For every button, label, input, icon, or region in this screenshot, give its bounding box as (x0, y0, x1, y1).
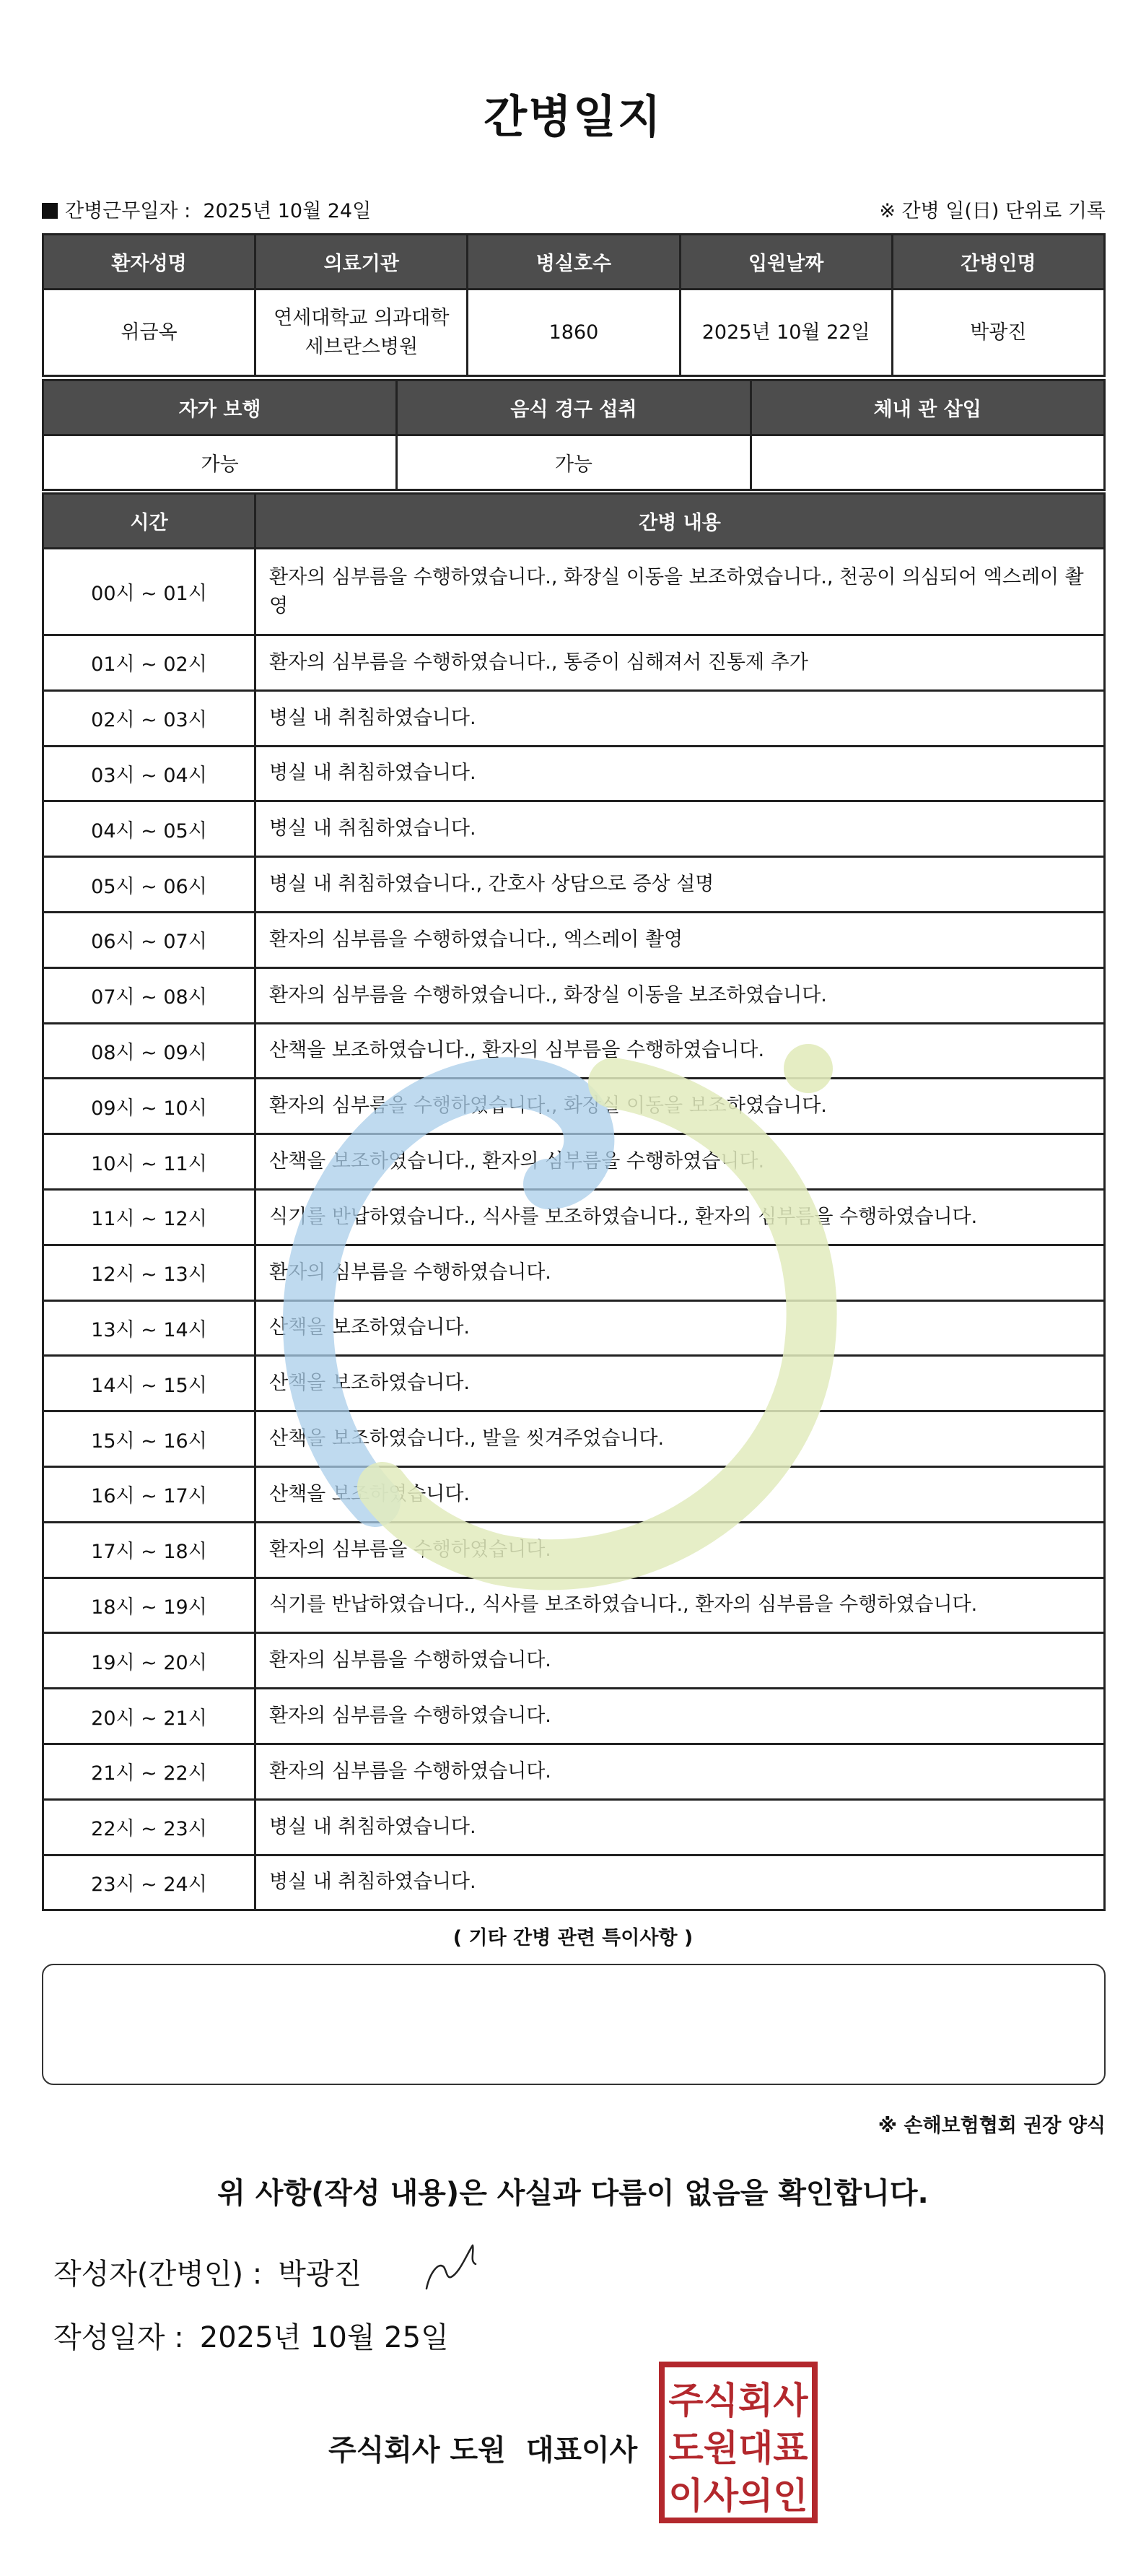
table-row (43, 967, 1105, 1023)
log-time: 01시 ~ 02시 (43, 635, 255, 691)
table-row (43, 1134, 1105, 1190)
self-walking-value: 가능 (43, 435, 397, 490)
log-content: 환자의 심부름을 수행하였습니다. (255, 1522, 1105, 1578)
table-row (43, 1855, 1105, 1910)
oral-intake-value: 가능 (397, 435, 751, 490)
log-content: 병실 내 취침하였습니다. (255, 746, 1105, 801)
log-content: 병실 내 취침하였습니다. (255, 801, 1105, 857)
log-time: 04시 ~ 05시 (43, 801, 255, 857)
log-content: 산책을 보조하였습니다. (255, 1466, 1105, 1522)
header-patient-name: 환자성명 (43, 235, 255, 290)
log-content: 환자의 심부름을 수행하였습니다. (255, 1633, 1105, 1689)
table-row (43, 857, 1105, 913)
log-content: 병실 내 취침하였습니다., 간호사 상담으로 증상 설명 (255, 857, 1105, 913)
table-row (43, 1300, 1105, 1356)
company-name: 주식회사 도원 (328, 2434, 506, 2467)
seal-line-1: 주식회사 (668, 2380, 808, 2421)
log-time: 03시 ~ 04시 (43, 746, 255, 801)
log-time: 23시 ~ 24시 (43, 1855, 255, 1910)
log-time: 12시 ~ 13시 (43, 1245, 255, 1300)
log-time: 09시 ~ 10시 (43, 1079, 255, 1134)
log-time: 10시 ~ 11시 (43, 1134, 255, 1190)
table-row (43, 1799, 1105, 1855)
log-time: 17시 ~ 18시 (43, 1522, 255, 1578)
table-row (43, 1522, 1105, 1578)
log-time: 00시 ~ 01시 (43, 549, 255, 635)
header-hospital: 의료기관 (255, 235, 468, 290)
confirm-statement: 위 사항(작성 내용)은 사실과 다름이 없음을 확인합니다. (217, 2177, 929, 2210)
log-time: 13시 ~ 14시 (43, 1300, 255, 1356)
table-row (43, 690, 1105, 746)
signature-icon (422, 2237, 494, 2294)
writer-line (53, 2251, 362, 2292)
log-content: 산책을 보조하였습니다., 환자의 심부름을 수행하였습니다. (255, 1023, 1105, 1079)
header-self-walking: 자가 보행 (43, 380, 397, 435)
log-content: 환자의 심부름을 수행하였습니다., 화장실 이동을 보조하였습니다., 천공이 의심되어 엑스레이 촬영 (255, 549, 1105, 635)
log-time: 05시 ~ 06시 (43, 857, 255, 913)
table-row (43, 1578, 1105, 1633)
company-seal-icon (658, 2361, 818, 2524)
room-number: 1860 (468, 290, 680, 376)
hospital-name: 연세대학교 의과대학 세브란스병원 (255, 290, 468, 376)
table-row (43, 746, 1105, 801)
company-title: 대표이사 (525, 2434, 638, 2467)
table-row (43, 1079, 1105, 1134)
table-row (43, 1689, 1105, 1744)
company-signature-line (328, 2427, 637, 2468)
patient-info-table (42, 233, 1106, 377)
table-row (43, 549, 1105, 635)
log-time: 14시 ~ 15시 (43, 1356, 255, 1411)
patient-status-table (42, 379, 1106, 491)
log-content: 산책을 보조하였습니다. (255, 1300, 1105, 1356)
table-row (43, 635, 1105, 691)
log-content: 병실 내 취침하였습니다. (255, 690, 1105, 746)
writer-value: 박광진 (278, 2258, 362, 2291)
log-content: 환자의 심부름을 수행하였습니다. (255, 1245, 1105, 1300)
recommend-note: ※ 손해보험협회 권장 양식 (878, 2115, 1106, 2137)
header-care-content: 간병 내용 (255, 494, 1105, 549)
log-time: 16시 ~ 17시 (43, 1466, 255, 1522)
page-title: 간병일지 (484, 90, 662, 143)
log-content: 산책을 보조하였습니다. (255, 1356, 1105, 1411)
table-row (43, 1356, 1105, 1411)
header-admit-date: 입원날짜 (680, 235, 892, 290)
written-date-line (53, 2315, 449, 2356)
table-row (43, 1411, 1105, 1467)
log-content: 식기를 반납하였습니다., 식사를 보조하였습니다., 환자의 심부름을 수행하였습니다. (255, 1578, 1105, 1633)
log-time: 21시 ~ 22시 (43, 1744, 255, 1799)
table-row (43, 1023, 1105, 1079)
written-date-label: 작성일자 : (53, 2321, 184, 2354)
header-room: 병실호수 (468, 235, 680, 290)
log-time: 02시 ~ 03시 (43, 690, 255, 746)
log-content: 산책을 보조하였습니다., 발을 씻겨주었습니다. (255, 1411, 1105, 1467)
table-row (43, 801, 1105, 857)
caregiver-name: 박광진 (892, 290, 1104, 376)
log-content: 산책을 보조하였습니다., 환자의 심부름을 수행하였습니다. (255, 1134, 1105, 1190)
tube-insertion-value (751, 435, 1104, 490)
log-time: 22시 ~ 23시 (43, 1799, 255, 1855)
seal-line-3: 이사의인 (668, 2475, 808, 2517)
writer-label: 작성자(간병인) : (53, 2258, 263, 2291)
log-content: 환자의 심부름을 수행하였습니다., 화장실 이동을 보조하였습니다. (255, 967, 1105, 1023)
log-content: 병실 내 취침하였습니다. (255, 1855, 1105, 1910)
table-row (43, 1189, 1105, 1245)
notice-title: ( 기타 간병 관련 특이사항 ) (452, 1927, 694, 1949)
log-content: 식기를 반납하였습니다., 식사를 보조하였습니다., 환자의 심부름을 수행하였습니다. (255, 1189, 1105, 1245)
log-time: 07시 ~ 08시 (43, 967, 255, 1023)
header-tube-insertion: 체내 관 삽입 (751, 380, 1104, 435)
log-content: 병실 내 취침하였습니다. (255, 1799, 1105, 1855)
work-date-label: 간병근무일자 : (65, 200, 191, 222)
written-date-value: 2025년 10월 25일 (199, 2321, 449, 2354)
work-date-value: 2025년 10월 24일 (203, 200, 372, 222)
log-time: 15시 ~ 16시 (43, 1411, 255, 1467)
log-content: 환자의 심부름을 수행하였습니다. (255, 1744, 1105, 1799)
unit-note: ※ 간병 일(日) 단위로 기록 (879, 200, 1106, 222)
header-caregiver: 간병인명 (892, 235, 1104, 290)
log-time: 11시 ~ 12시 (43, 1189, 255, 1245)
log-content: 환자의 심부름을 수행하였습니다., 엑스레이 촬영 (255, 912, 1105, 967)
admit-date: 2025년 10월 22일 (680, 290, 892, 376)
log-time: 08시 ~ 09시 (43, 1023, 255, 1079)
header-oral-intake: 음식 경구 섭취 (397, 380, 751, 435)
work-date (42, 195, 371, 223)
notice-box (42, 1964, 1106, 2085)
seal-line-2: 도원대표 (668, 2427, 808, 2469)
log-content: 환자의 심부름을 수행하였습니다., 통증이 심해져서 진통제 추가 (255, 635, 1105, 691)
log-time: 19시 ~ 20시 (43, 1633, 255, 1689)
table-row (43, 912, 1105, 967)
log-time: 18시 ~ 19시 (43, 1578, 255, 1633)
square-bullet-icon (42, 203, 58, 219)
table-row (43, 1466, 1105, 1522)
patient-name: 위금옥 (43, 290, 255, 376)
log-content: 환자의 심부름을 수행하였습니다. (255, 1689, 1105, 1744)
table-row (43, 1245, 1105, 1300)
log-time: 20시 ~ 21시 (43, 1689, 255, 1744)
header-time: 시간 (43, 494, 255, 549)
care-log-table (42, 492, 1106, 1911)
table-row (43, 1633, 1105, 1689)
log-content: 환자의 심부름을 수행하였습니다., 화장실 이동을 보조하였습니다. (255, 1079, 1105, 1134)
table-row (43, 1744, 1105, 1799)
log-time: 06시 ~ 07시 (43, 912, 255, 967)
